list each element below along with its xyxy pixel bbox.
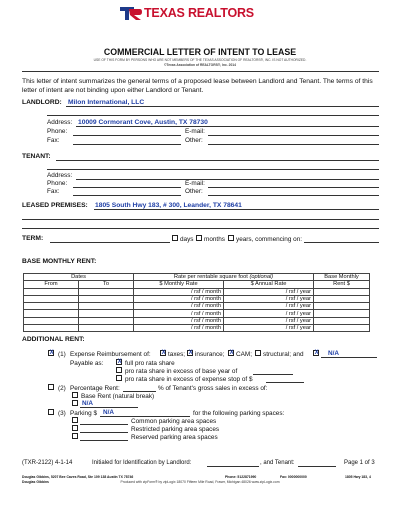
term-label: TERM: xyxy=(22,235,44,242)
restricted-parking-checkbox[interactable] xyxy=(72,425,78,431)
item3-number: (3) xyxy=(58,409,66,417)
table-row[interactable]: / rsf / month / rsf / year xyxy=(24,303,370,310)
full-pro-rata-label: full pro rata share xyxy=(125,359,175,367)
item1-number: (1) xyxy=(58,350,66,358)
copyright: ©Texas Association of REALTORS®, Inc. 2014 xyxy=(164,63,236,67)
page-title: COMMERCIAL LETTER OF INTENT TO LEASE xyxy=(103,47,297,57)
page-number: Page 1 of 3 xyxy=(344,460,375,466)
landlord-label: LANDLORD: xyxy=(22,99,62,106)
term-days-label: days xyxy=(180,235,194,243)
insurance-label: insurance; xyxy=(195,350,225,358)
premises-label: LEASED PREMISES: xyxy=(22,202,88,209)
item2-text: Percentage Rent: xyxy=(70,384,120,392)
table-row[interactable]: / rsf / month / rsf / year xyxy=(24,295,370,302)
item1-na-value[interactable]: N/A xyxy=(328,350,340,357)
table-row[interactable]: / rsf / month / rsf / year xyxy=(24,310,370,317)
header-rate: Rate per rentable square foot (optional) xyxy=(134,274,314,281)
form-id: (TXR-2122) 4-1-14 xyxy=(22,460,73,466)
item1-text: Expense Reimbursement of: xyxy=(70,350,151,358)
item1-checkbox[interactable] xyxy=(48,350,54,356)
col-to: To xyxy=(79,281,134,288)
col-annual-rate: $ Annual Rate xyxy=(224,281,314,288)
broker-phone: Phone: 5122871990 xyxy=(225,475,257,479)
item3-checkbox[interactable] xyxy=(48,409,54,415)
landlord-fax-label: Fax: xyxy=(47,137,60,144)
natural-break-checkbox[interactable] xyxy=(72,392,78,398)
payable-as-label: Payable as: xyxy=(70,359,104,367)
item2-na-value[interactable]: N/A xyxy=(82,400,94,407)
logo-text: TEXAS REALTORS xyxy=(144,6,254,20)
item2-checkbox[interactable] xyxy=(48,384,54,390)
tenant-other-label: Other: xyxy=(185,188,203,195)
term-days-checkbox[interactable] xyxy=(172,235,178,241)
cam-label: CAM; xyxy=(236,350,252,358)
usage-notice: USE OF THIS FORM BY PERSONS WHO ARE NOT MEMBERS OF THE TEXAS ASSOCIATION OF REALTORS®, INC. IS NOT AUTHORIZED. xyxy=(93,58,307,62)
table-row[interactable]: / rsf / month / rsf / year xyxy=(24,325,370,332)
item2-na-checkbox[interactable] xyxy=(72,400,78,406)
intro-paragraph: This letter of intent summarizes the general terms of a proposed lease between Landlord and Tenant. The terms of this letter of intent are not binding upon either Landlord or Tenant. xyxy=(22,78,373,94)
and-tenant-label: , and Tenant: xyxy=(260,460,295,466)
zipform-line: Produced with zipForm® by zipLogix 18070 Fifteen Mile Road, Fraser, Michigan 48026 www.zipLogix.com xyxy=(120,480,280,484)
item2-number: (2) xyxy=(58,384,66,392)
item2-suffix: % of Tenant's gross sales in excess of: xyxy=(158,384,268,392)
item3-suffix: for the following parking spaces: xyxy=(193,409,285,417)
item3-text: Parking $ xyxy=(70,409,97,417)
expense-stop-label: pro rata share in excess of expense stop of $ xyxy=(125,375,253,383)
file-name: 1805 Hwy 183, 4 xyxy=(345,475,371,479)
restricted-parking-label: Restricted parking area spaces xyxy=(131,425,220,433)
taxes-checkbox[interactable] xyxy=(160,350,166,356)
term-years-label: years, commencing on: xyxy=(236,235,303,243)
landlord-other-label: Other: xyxy=(185,137,203,144)
reserved-parking-checkbox[interactable] xyxy=(72,433,78,439)
landlord-email-label: E-mail: xyxy=(185,128,205,135)
header-dates: Dates xyxy=(24,274,134,281)
expense-stop-checkbox[interactable] xyxy=(116,375,122,381)
item3-na-value[interactable]: N/A xyxy=(103,409,115,416)
landlord-address[interactable]: 10009 Cormorant Cove, Austin, TX 78730 xyxy=(78,118,208,126)
term-years-checkbox[interactable] xyxy=(228,235,234,241)
broker-fax: Fax: 0000000000 xyxy=(280,475,307,479)
col-monthly-rate: $ Monthly Rate xyxy=(134,281,224,288)
common-parking-label: Common parking area spaces xyxy=(131,417,217,425)
landlord-name[interactable]: Milon International, LLC xyxy=(68,99,145,106)
premises-value[interactable]: 1805 South Hwy 183, # 300, Leander, TX 78641 xyxy=(95,202,242,209)
landlord-phone-label: Phone: xyxy=(47,128,68,135)
table-row[interactable]: / rsf / month / rsf / year xyxy=(24,288,370,295)
term-months-label: months xyxy=(204,235,225,243)
tenant-label: TENANT: xyxy=(22,153,51,160)
tenant-email-label: E-mail: xyxy=(185,180,205,187)
base-year-label: pro rata share in excess of base year of xyxy=(125,367,238,375)
tenant-fax-label: Fax: xyxy=(47,188,60,195)
col-rent: Rent $ xyxy=(314,281,370,288)
broker-line: Douglas Gibbins, 5207 Bee Caves Road, Ste 109 138 Austin TX 78746 xyxy=(22,475,134,479)
tenant-phone-label: Phone: xyxy=(47,180,68,187)
base-rent-label: BASE MONTHLY RENT: xyxy=(22,258,97,265)
texas-realtors-logo-icon xyxy=(120,6,142,20)
reserved-parking-label: Reserved parking area spaces xyxy=(131,433,218,441)
base-year-checkbox[interactable] xyxy=(116,367,122,373)
landlord-address-label: Address: xyxy=(47,119,73,126)
natural-break-label: Base Rent (natural break) xyxy=(81,392,155,400)
term-months-checkbox[interactable] xyxy=(196,235,202,241)
taxes-label: taxes; xyxy=(168,350,186,358)
tenant-address-label: Address: xyxy=(47,172,73,179)
initials-label: Initialed for Identification by Landlord: xyxy=(92,460,192,466)
common-parking-checkbox[interactable] xyxy=(72,417,78,423)
full-pro-rata-checkbox[interactable] xyxy=(116,359,122,365)
cam-checkbox[interactable] xyxy=(228,350,234,356)
additional-rent-label: ADDITIONAL RENT: xyxy=(22,336,85,343)
insurance-checkbox[interactable] xyxy=(187,350,193,356)
base-rent-table xyxy=(23,273,370,332)
col-from: From xyxy=(24,281,79,288)
structural-label: structural; and xyxy=(263,350,304,358)
na-checkbox[interactable] xyxy=(313,350,319,356)
structural-checkbox[interactable] xyxy=(255,350,261,356)
header-base-monthly: Base Monthly xyxy=(314,274,370,281)
broker-name: Douglas Gibbins xyxy=(22,480,49,484)
table-row[interactable]: / rsf / month / rsf / year xyxy=(24,317,370,324)
